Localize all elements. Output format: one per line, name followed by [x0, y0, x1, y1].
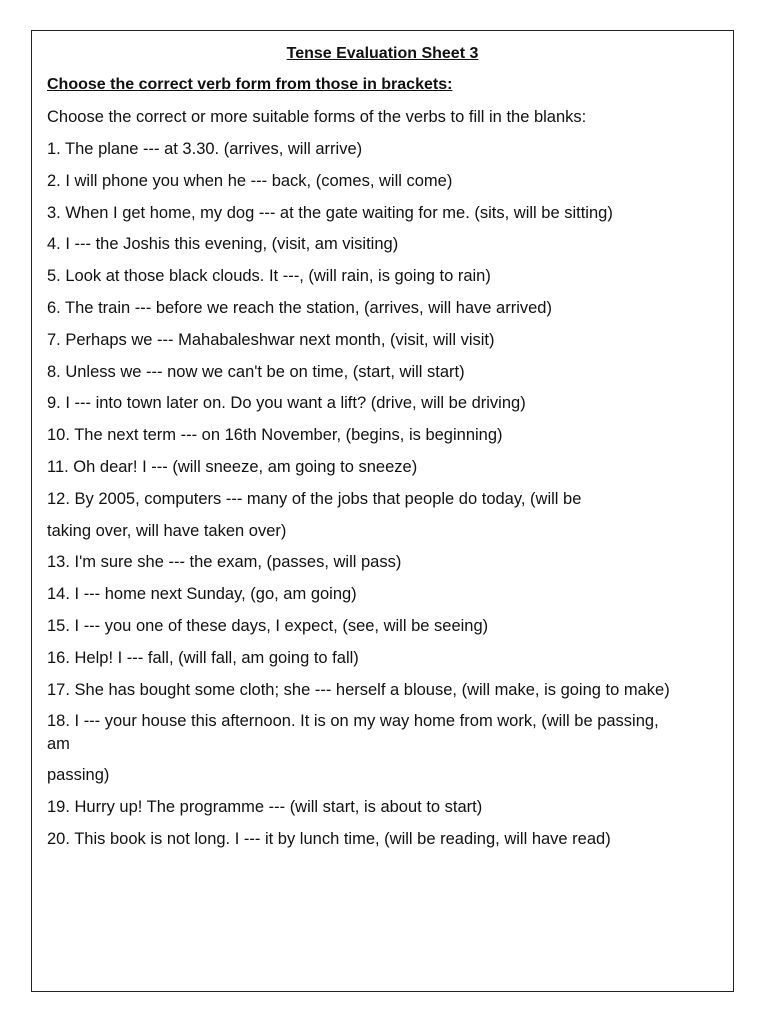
question-line: 3. When I get home, my dog --- at the gate waiting for me. (sits, will be sitting): [47, 204, 613, 222]
question-line: 5. Look at those black clouds. It ---, (will rain, is going to rain): [47, 267, 491, 285]
question-line: 19. Hurry up! The programme --- (will start, is about to start): [47, 798, 483, 816]
question-line: 15. I --- you one of these days, I expect, (see, will be seeing): [47, 617, 489, 635]
question-line: 10. The next term --- on 16th November, (begins, is beginning): [47, 426, 503, 444]
question-line-continued: am: [47, 735, 70, 753]
instruction-heading: Choose the correct verb form from those in brackets:: [47, 76, 453, 93]
question-line: 20. This book is not long. I --- it by lunch time, (will be reading, will have read): [47, 830, 611, 848]
question-line: 1. The plane --- at 3.30. (arrives, will arrive): [47, 140, 363, 158]
question-line: 6. The train --- before we reach the station, (arrives, will have arrived): [47, 299, 552, 317]
question-line: 4. I --- the Joshis this evening, (visit, am visiting): [47, 235, 399, 253]
question-line: 9. I --- into town later on. Do you want a lift? (drive, will be driving): [47, 394, 526, 412]
question-line: 12. By 2005, computers --- many of the jobs that people do today, (will be: [47, 490, 582, 508]
question-line-continued: taking over, will have taken over): [47, 522, 287, 540]
question-line: 2. I will phone you when he --- back, (comes, will come): [47, 172, 453, 190]
question-line: 18. I --- your house this afternoon. It is on my way home from work, (will be passing,: [47, 712, 659, 730]
worksheet-page: [31, 30, 734, 992]
question-line: 16. Help! I --- fall, (will fall, am going to fall): [47, 649, 359, 667]
question-line: 7. Perhaps we --- Mahabaleshwar next month, (visit, will visit): [47, 331, 495, 349]
sheet-title: Tense Evaluation Sheet 3: [286, 45, 479, 62]
question-line: 17. She has bought some cloth; she --- herself a blouse, (will make, is going to make): [47, 681, 670, 699]
question-line: 11. Oh dear! I --- (will sneeze, am going to sneeze): [47, 458, 418, 476]
question-line: 8. Unless we --- now we can't be on time, (start, will start): [47, 363, 465, 381]
question-line: 14. I --- home next Sunday, (go, am going): [47, 585, 357, 603]
question-line-continued: passing): [47, 766, 110, 784]
instruction-text: Choose the correct or more suitable forms of the verbs to fill in the blanks:: [47, 108, 587, 126]
question-line: 13. I'm sure she --- the exam, (passes, will pass): [47, 553, 402, 571]
